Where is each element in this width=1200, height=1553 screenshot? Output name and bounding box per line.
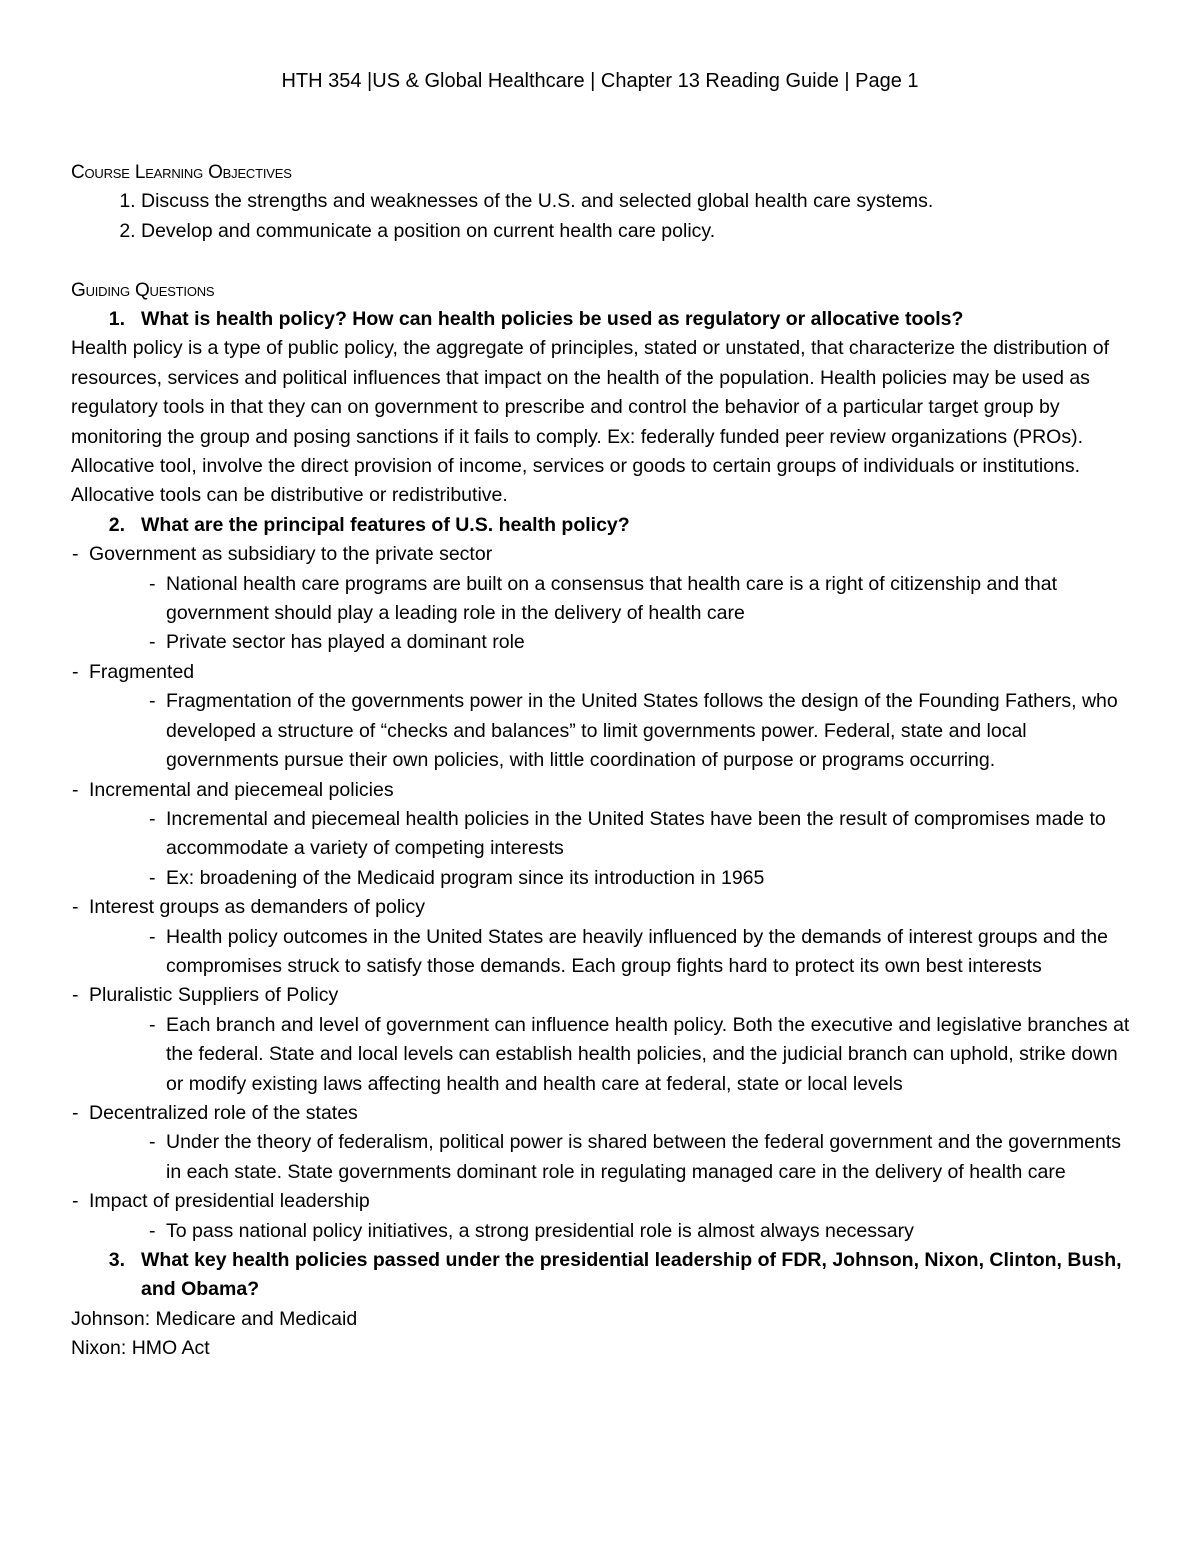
feature-item	[71, 658, 1131, 776]
feature-label: Interest groups as demanders of policy	[89, 896, 426, 919]
feature-detail: - Fragmentation of the governments power in the United States follows the design of the Founding Fathers, who developed a structure of “checks and balances” to limit governments power. Federal, state and local governments pursue their own policies, with little coordination of purpose or programs occurring.	[149, 687, 1131, 775]
page-header: HTH 354 |US & Global Healthcare | Chapter 13 Reading Guide | Page 1	[281, 70, 919, 92]
question-text: What key health policies passed under the presidential leadership of FDR, Johnson, Nixon, Clinton, Bush, and Obama?	[141, 1249, 1122, 1301]
question-number: 1.	[108, 308, 125, 331]
question-text: What is health policy? How can health policies be used as regulatory or allocative tools?	[141, 308, 964, 331]
feature-detail: - To pass national policy initiatives, a strong presidential role is almost always necessary	[149, 1217, 1131, 1246]
feature-details	[89, 923, 1131, 982]
feature-detail: - National health care programs are built on a consensus that health care is a right of citizenship and that government should play a leading role in the delivery of health care	[149, 570, 1131, 629]
feature-detail: - Ex: broadening of the Medicaid program since its introduction in 1965	[149, 864, 1131, 893]
question-3	[71, 1246, 1131, 1305]
answer-line: Nixon: HMO Act	[71, 1337, 210, 1360]
document-body	[71, 158, 1131, 1364]
feature-detail: - Incremental and piecemeal health policies in the United States have been the result of compromises made to accommodate a variety of competing interests	[149, 805, 1131, 864]
question-text: What are the principal features of U.S. health policy?	[141, 513, 630, 536]
feature-detail: - Each branch and level of government can influence health policy. Both the executive and legislative branches at the federal. State and local levels can establish health policies, and the judicial branch can uphold, strike down or modify existing laws affecting health and health care at federal, state or local levels	[149, 1011, 1131, 1099]
feature-item	[71, 1187, 1131, 1246]
question-1	[71, 305, 1131, 334]
feature-detail: - Health policy outcomes in the United States are heavily influenced by the demands of interest groups and the compromises struck to satisfy those demands. Each group fights hard to protect its own best interests	[149, 923, 1131, 982]
question-number: 3.	[108, 1249, 125, 1272]
feature-label: Government as subsidiary to the private sector	[89, 543, 493, 566]
feature-label: Incremental and piecemeal policies	[89, 778, 394, 801]
objectives-list	[71, 187, 1131, 246]
feature-item	[71, 776, 1131, 894]
feature-label: Decentralized role of the states	[89, 1101, 358, 1124]
feature-details	[89, 687, 1131, 775]
feature-detail: - Private sector has played a dominant role	[149, 628, 1131, 657]
feature-item	[71, 981, 1131, 1099]
question-1-answer: Health policy is a type of public policy, the aggregate of principles, stated or unstated, that characterize the distribution of resources, services and political influences that impact on the health of the population. Health policies may be used as regulatory tools in that they can on government to prescribe and control the behavior of a particular target group by monitoring the group and posing sanctions if it fails to comply. Ex: federally funded peer review organizations (PROs). Allocative tool, involve the direct provision of income, services or goods to certain groups of individuals or institutions. Allocative tools can be distributive or redistributive.	[71, 337, 1110, 507]
feature-label: Fragmented	[89, 660, 195, 683]
feature-label: Pluralistic Suppliers of Policy	[89, 984, 339, 1007]
objectives-heading: Course Learning Objectives	[71, 162, 292, 183]
feature-details	[89, 1011, 1131, 1099]
feature-label: Impact of presidential leadership	[89, 1190, 370, 1213]
feature-item	[71, 893, 1131, 981]
guiding-questions-heading: Guiding Questions	[71, 279, 215, 301]
answer-line: Johnson: Medicare and Medicaid	[71, 1307, 358, 1330]
feature-item	[71, 540, 1131, 658]
objective-item: 2. Develop and communicate a position on current health care policy.	[141, 217, 1131, 246]
feature-item	[71, 1099, 1131, 1187]
feature-details	[89, 570, 1131, 658]
feature-details	[89, 805, 1131, 893]
question-number: 2.	[108, 513, 125, 536]
feature-details	[89, 1128, 1131, 1187]
question-2	[71, 511, 1131, 540]
features-list	[71, 540, 1131, 1246]
objective-item: 1. Discuss the strengths and weaknesses of the U.S. and selected global health care systems.	[141, 187, 1131, 216]
feature-details	[89, 1217, 1131, 1246]
feature-detail: - Under the theory of federalism, political power is shared between the federal government and the governments in each state. State governments dominant role in regulating managed care in the delivery of health care	[149, 1128, 1131, 1187]
